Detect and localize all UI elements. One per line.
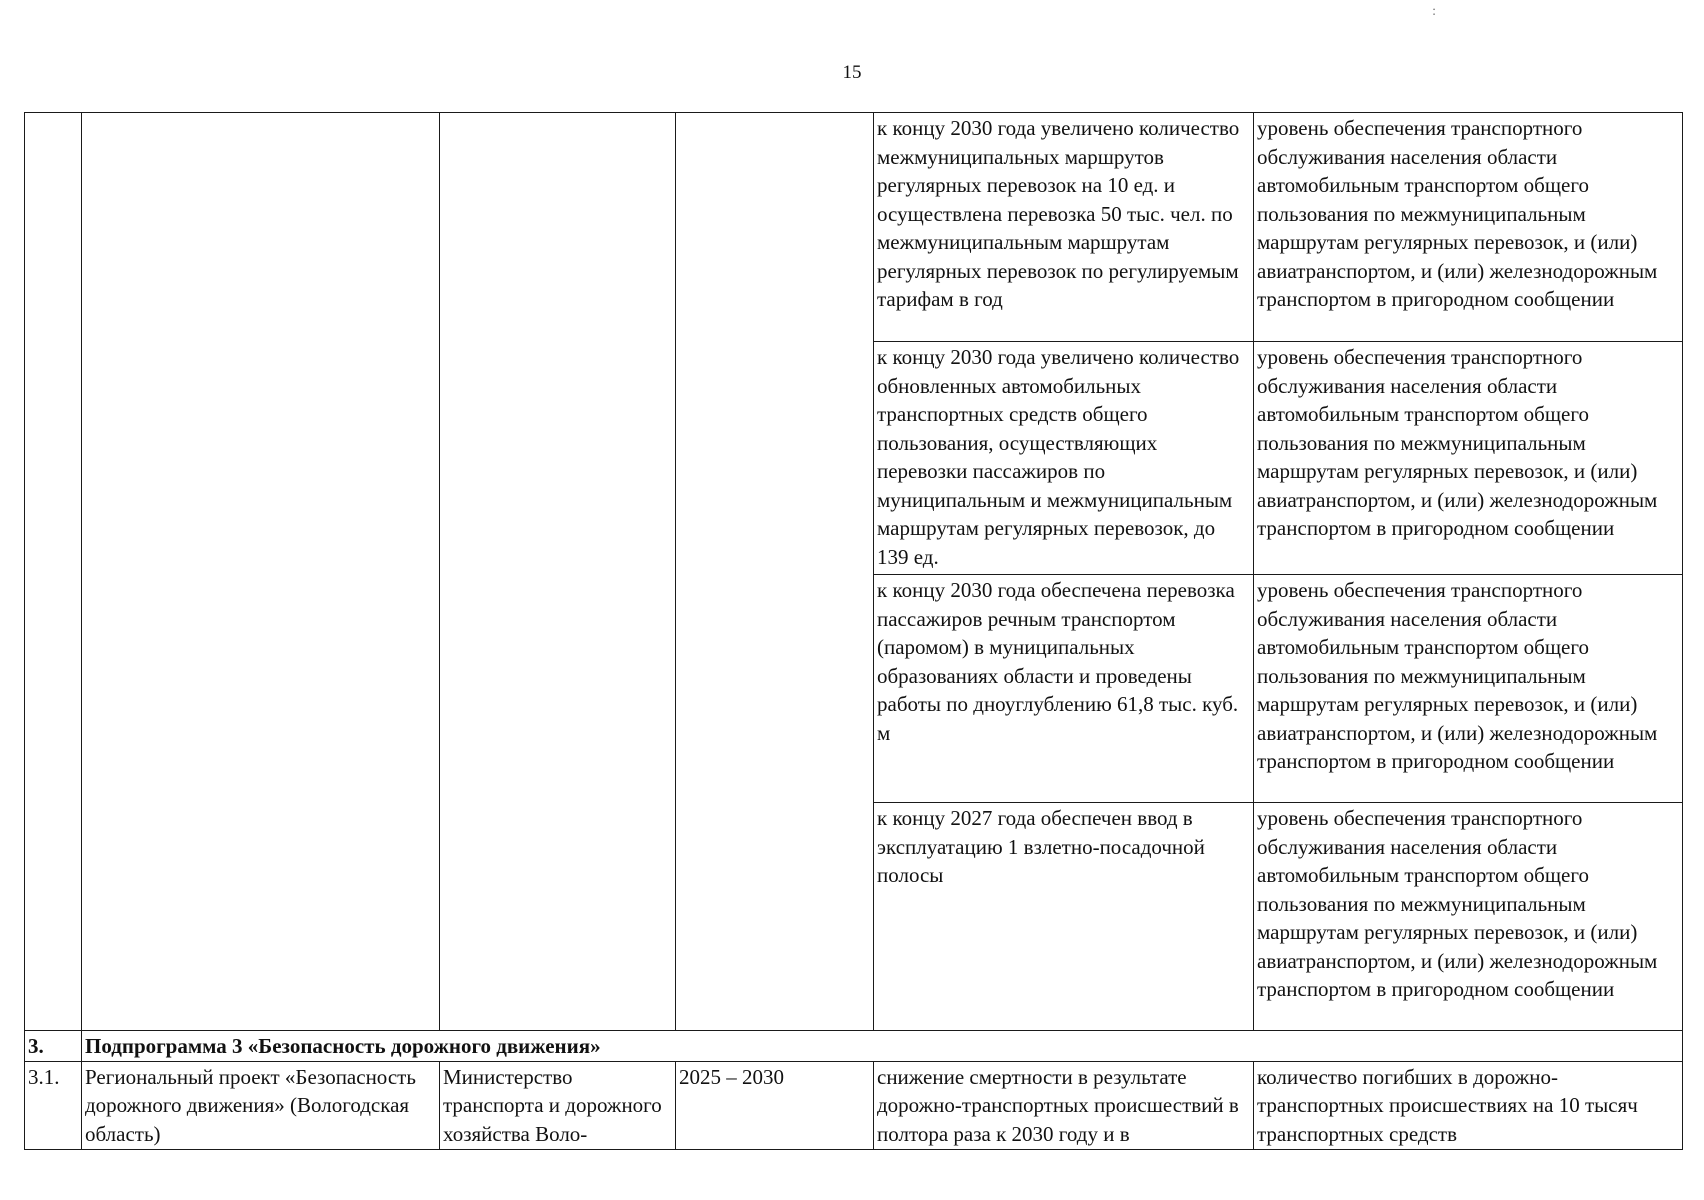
indicator-text: уровень обеспечения транспортного обслуживания населения области автомобильным транспортом общего пользования по межмуниципальным маршрутам регулярных перевозок, и (или) авиатранспортом, и (или) железнодорожным транспортом в пригородном сообщении bbox=[1257, 806, 1658, 1001]
subprogram-title: Подпрограмма 3 «Безопасность дорожного движения» bbox=[82, 1031, 1683, 1062]
table-row bbox=[25, 1061, 1683, 1149]
result-cell bbox=[874, 575, 1254, 803]
subprogram-number: 3. bbox=[25, 1031, 82, 1062]
result-text: к концу 2027 года обеспечен ввод в эксплуатацию 1 взлетно-посадочной полосы bbox=[877, 806, 1205, 887]
result-text: к концу 2030 года увеличено количество межмуниципальных маршрутов регулярных перевозок на 10 ед. и осуществлена перевозка 50 тыс. чел. по межмуниципальным маршрутам регулярных перевозок по регулируемым тарифам в год bbox=[877, 116, 1240, 311]
project-name: Региональный проект «Безопасность дорожного движения» (Вологодская область) bbox=[82, 1061, 440, 1149]
program-table bbox=[24, 112, 1683, 1150]
period-cell bbox=[676, 113, 874, 1031]
indicator-cell bbox=[1254, 575, 1683, 803]
indicator-text: уровень обеспечения транспортного обслуживания населения области автомобильным транспортом общего пользования по межмуниципальным маршрутам регулярных перевозок, и (или) авиатранспортом, и (или) железнодорожным транспортом в пригородном сообщении bbox=[1257, 578, 1658, 773]
result-cell bbox=[874, 803, 1254, 1031]
result-text: к концу 2030 года обеспечена перевозка пассажиров речным транспортом (паромом) в муниципальных образованиях области и проведены работы по дноуглублению 61,8 тыс. куб. м bbox=[877, 578, 1239, 745]
scan-mark: : bbox=[1432, 4, 1436, 19]
result-cell bbox=[874, 113, 1254, 342]
indicator-cell bbox=[1254, 803, 1683, 1031]
number-cell bbox=[25, 113, 82, 1031]
indicator-text: уровень обеспечения транспортного обслуживания населения области автомобильным транспортом общего пользования по межмуниципальным маршрутам регулярных перевозок, и (или) авиатранспортом, и (или) железнодорожным транспортом в пригородном сообщении bbox=[1257, 116, 1658, 311]
indicator-text: уровень обеспечения транспортного обслуживания населения области автомобильным транспортом общего пользования по межмуниципальным маршрутам регулярных перевозок, и (или) авиатранспортом, и (или) железнодорожным транспортом в пригородном сообщении bbox=[1257, 345, 1658, 540]
page-number: 15 bbox=[842, 62, 862, 83]
project-indicator: количество погибших в дорожно-транспортных происшествиях на 10 тысяч транспортных средств bbox=[1254, 1061, 1683, 1149]
project-period: 2025 – 2030 bbox=[676, 1061, 874, 1149]
indicator-cell bbox=[1254, 113, 1683, 342]
project-result: снижение смертности в результате дорожно-транспортных происшествий в полтора раза к 2030 году и в bbox=[874, 1061, 1254, 1149]
name-cell bbox=[82, 113, 440, 1031]
project-responsible: Министерство транспорта и дорожного хозяйства Воло- bbox=[440, 1061, 676, 1149]
result-cell bbox=[874, 342, 1254, 575]
responsible-cell bbox=[440, 113, 676, 1031]
table-row bbox=[25, 113, 1683, 342]
project-number: 3.1. bbox=[25, 1061, 82, 1149]
result-text: к концу 2030 года увеличено количество обновленных автомобильных транспортных средств общего пользования, осуществляющих перевозки пассажиров по муниципальным и межмуниципальным маршрутам регулярных перевозок, до 139 ед. bbox=[877, 345, 1240, 569]
subprogram-row bbox=[25, 1031, 1683, 1062]
indicator-cell bbox=[1254, 342, 1683, 575]
